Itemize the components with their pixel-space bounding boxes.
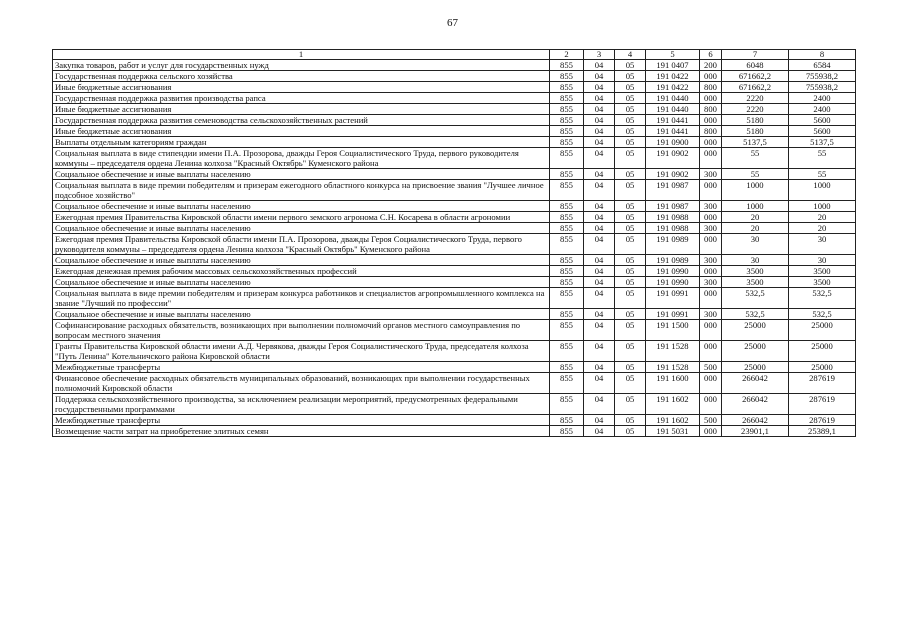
row-name: Софинансирование расходных обязательств, возникающих при выполнении полномочий органов местного самоуправления по вопросам местного значения: [53, 320, 550, 341]
table-row: [53, 394, 856, 415]
section-code: 04: [584, 362, 615, 373]
amount-year-1: 266042: [722, 373, 789, 394]
subsection-code: 05: [615, 180, 646, 201]
subsection-code: 05: [615, 71, 646, 82]
section-code: 04: [584, 255, 615, 266]
subsection-code: 05: [615, 320, 646, 341]
admin-code: 855: [550, 341, 584, 362]
amount-year-2: 755938,2: [789, 71, 856, 82]
table-row: [53, 373, 856, 394]
target-article-code: 191 0441: [646, 115, 700, 126]
section-code: 04: [584, 60, 615, 71]
amount-year-2: 25000: [789, 362, 856, 373]
row-name: Межбюджетные трансферты: [53, 362, 550, 373]
target-article-code: 191 0900: [646, 137, 700, 148]
table-row: [53, 104, 856, 115]
expense-type-code: 000: [700, 148, 722, 169]
amount-year-1: 671662,2: [722, 82, 789, 93]
table-row: [53, 234, 856, 255]
amount-year-2: 25000: [789, 341, 856, 362]
column-number: 2: [550, 50, 584, 60]
admin-code: 855: [550, 309, 584, 320]
expense-type-code: 500: [700, 415, 722, 426]
table-row: [53, 362, 856, 373]
admin-code: 855: [550, 320, 584, 341]
subsection-code: 05: [615, 212, 646, 223]
row-name: Социальная выплата в виде премии победителям и призерам ежегодного областного конкурса на присвоение звания "Лучшее личное подсобное хозяйство": [53, 180, 550, 201]
table-row: [53, 223, 856, 234]
table-row: [53, 126, 856, 137]
table-row: [53, 415, 856, 426]
target-article-code: 191 1602: [646, 415, 700, 426]
row-name: Возмещение части затрат на приобретение элитных семян: [53, 426, 550, 437]
row-name: Социальная выплата в виде стипендии имени П.А. Прозорова, дважды Героя Социалистического Труда, первого руководителя коммуны – председателя ордена Ленина колхоза "Красный Октябрь" Куменского района: [53, 148, 550, 169]
section-code: 04: [584, 394, 615, 415]
table-row: [53, 341, 856, 362]
expense-type-code: 000: [700, 341, 722, 362]
expense-type-code: 000: [700, 212, 722, 223]
admin-code: 855: [550, 266, 584, 277]
expense-type-code: 300: [700, 223, 722, 234]
amount-year-2: 5600: [789, 126, 856, 137]
expense-type-code: 000: [700, 320, 722, 341]
amount-year-2: 20: [789, 223, 856, 234]
section-code: 04: [584, 234, 615, 255]
section-code: 04: [584, 201, 615, 212]
section-code: 04: [584, 415, 615, 426]
amount-year-2: 287619: [789, 373, 856, 394]
amount-year-1: 3500: [722, 266, 789, 277]
expense-type-code: 000: [700, 266, 722, 277]
row-name: Социальное обеспечение и иные выплаты населению: [53, 169, 550, 180]
amount-year-1: 20: [722, 212, 789, 223]
target-article-code: 191 0988: [646, 223, 700, 234]
row-name: Ежегодная денежная премия рабочим массовых сельскохозяйственных профессий: [53, 266, 550, 277]
target-article-code: 191 0987: [646, 201, 700, 212]
target-article-code: 191 0440: [646, 93, 700, 104]
row-name: Социальное обеспечение и иные выплаты населению: [53, 223, 550, 234]
amount-year-1: 532,5: [722, 309, 789, 320]
table-row: [53, 71, 856, 82]
row-name: Социальное обеспечение и иные выплаты населению: [53, 201, 550, 212]
expense-type-code: 800: [700, 82, 722, 93]
admin-code: 855: [550, 415, 584, 426]
amount-year-1: 1000: [722, 201, 789, 212]
admin-code: 855: [550, 373, 584, 394]
column-number: 3: [584, 50, 615, 60]
amount-year-2: 532,5: [789, 309, 856, 320]
target-article-code: 191 1600: [646, 373, 700, 394]
table-row: [53, 180, 856, 201]
table-row: [53, 60, 856, 71]
row-name: Выплаты отдельным категориям граждан: [53, 137, 550, 148]
subsection-code: 05: [615, 266, 646, 277]
target-article-code: 191 0422: [646, 71, 700, 82]
row-name: Иные бюджетные ассигнования: [53, 104, 550, 115]
subsection-code: 05: [615, 82, 646, 93]
amount-year-2: 287619: [789, 394, 856, 415]
admin-code: 855: [550, 82, 584, 93]
section-code: 04: [584, 320, 615, 341]
expense-type-code: 000: [700, 373, 722, 394]
expense-type-code: 000: [700, 115, 722, 126]
amount-year-1: 55: [722, 169, 789, 180]
target-article-code: 191 1528: [646, 362, 700, 373]
subsection-code: 05: [615, 234, 646, 255]
admin-code: 855: [550, 115, 584, 126]
target-article-code: 191 0902: [646, 169, 700, 180]
amount-year-2: 25000: [789, 320, 856, 341]
amount-year-2: 755938,2: [789, 82, 856, 93]
amount-year-2: 25389,1: [789, 426, 856, 437]
amount-year-1: 25000: [722, 320, 789, 341]
expense-type-code: 800: [700, 126, 722, 137]
expense-type-code: 000: [700, 426, 722, 437]
admin-code: 855: [550, 362, 584, 373]
expense-type-code: 000: [700, 234, 722, 255]
row-name: Государственная поддержка сельского хозяйства: [53, 71, 550, 82]
section-code: 04: [584, 223, 615, 234]
admin-code: 855: [550, 60, 584, 71]
amount-year-1: 671662,2: [722, 71, 789, 82]
column-number: 4: [615, 50, 646, 60]
admin-code: 855: [550, 180, 584, 201]
amount-year-2: 5137,5: [789, 137, 856, 148]
amount-year-2: 6584: [789, 60, 856, 71]
target-article-code: 191 0902: [646, 148, 700, 169]
amount-year-1: 266042: [722, 415, 789, 426]
admin-code: 855: [550, 426, 584, 437]
amount-year-2: 55: [789, 169, 856, 180]
column-number: 5: [646, 50, 700, 60]
target-article-code: 191 0990: [646, 266, 700, 277]
admin-code: 855: [550, 212, 584, 223]
amount-year-1: 266042: [722, 394, 789, 415]
table-row: [53, 169, 856, 180]
admin-code: 855: [550, 277, 584, 288]
section-code: 04: [584, 426, 615, 437]
expense-type-code: 000: [700, 180, 722, 201]
target-article-code: 191 0422: [646, 82, 700, 93]
subsection-code: 05: [615, 93, 646, 104]
amount-year-1: 30: [722, 255, 789, 266]
table-row: [53, 115, 856, 126]
row-name: Иные бюджетные ассигнования: [53, 126, 550, 137]
table-row: [53, 93, 856, 104]
table-row: [53, 82, 856, 93]
amount-year-2: 5600: [789, 115, 856, 126]
table-row: [53, 309, 856, 320]
amount-year-1: 5180: [722, 126, 789, 137]
expense-type-code: 300: [700, 277, 722, 288]
section-code: 04: [584, 104, 615, 115]
expense-type-code: 300: [700, 169, 722, 180]
target-article-code: 191 0990: [646, 277, 700, 288]
amount-year-1: 5180: [722, 115, 789, 126]
amount-year-2: 532,5: [789, 288, 856, 309]
amount-year-2: 1000: [789, 180, 856, 201]
row-name: Ежегодная премия Правительства Кировской области имени первого земского агронома С.Н. Косарева в области агрономии: [53, 212, 550, 223]
admin-code: 855: [550, 223, 584, 234]
section-code: 04: [584, 277, 615, 288]
target-article-code: 191 5031: [646, 426, 700, 437]
subsection-code: 05: [615, 201, 646, 212]
budget-table: [52, 49, 856, 437]
target-article-code: 191 0989: [646, 255, 700, 266]
expense-type-code: 300: [700, 255, 722, 266]
subsection-code: 05: [615, 126, 646, 137]
section-code: 04: [584, 137, 615, 148]
row-name: Поддержка сельскохозяйственного производства, за исключением реализации мероприятий, предусмотренных федеральными государственными программами: [53, 394, 550, 415]
amount-year-1: 2220: [722, 93, 789, 104]
amount-year-1: 25000: [722, 362, 789, 373]
table-row: [53, 148, 856, 169]
amount-year-1: 6048: [722, 60, 789, 71]
admin-code: 855: [550, 255, 584, 266]
section-code: 04: [584, 115, 615, 126]
amount-year-2: 30: [789, 234, 856, 255]
section-code: 04: [584, 82, 615, 93]
table-row: [53, 201, 856, 212]
column-number: 7: [722, 50, 789, 60]
admin-code: 855: [550, 234, 584, 255]
amount-year-2: 287619: [789, 415, 856, 426]
row-name: Закупка товаров, работ и услуг для государственных нужд: [53, 60, 550, 71]
amount-year-2: 2400: [789, 104, 856, 115]
amount-year-1: 532,5: [722, 288, 789, 309]
subsection-code: 05: [615, 60, 646, 71]
subsection-code: 05: [615, 277, 646, 288]
admin-code: 855: [550, 148, 584, 169]
amount-year-2: 55: [789, 148, 856, 169]
subsection-code: 05: [615, 223, 646, 234]
table-row: [53, 266, 856, 277]
target-article-code: 191 0991: [646, 309, 700, 320]
amount-year-1: 2220: [722, 104, 789, 115]
target-article-code: 191 0988: [646, 212, 700, 223]
target-article-code: 191 1602: [646, 394, 700, 415]
table-row: [53, 137, 856, 148]
expense-type-code: 000: [700, 137, 722, 148]
expense-type-code: 200: [700, 60, 722, 71]
table-row: [53, 320, 856, 341]
subsection-code: 05: [615, 426, 646, 437]
expense-type-code: 500: [700, 362, 722, 373]
row-name: Ежегодная премия Правительства Кировской области имени П.А. Прозорова, дважды Героя Социалистического Труда, первого руководителя коммуны – председателя ордена Ленина колхоза "Красный Октябрь" Куменского района: [53, 234, 550, 255]
target-article-code: 191 0987: [646, 180, 700, 201]
section-code: 04: [584, 93, 615, 104]
admin-code: 855: [550, 93, 584, 104]
amount-year-2: 3500: [789, 266, 856, 277]
amount-year-1: 25000: [722, 341, 789, 362]
subsection-code: 05: [615, 255, 646, 266]
subsection-code: 05: [615, 309, 646, 320]
row-name: Социальное обеспечение и иные выплаты населению: [53, 277, 550, 288]
amount-year-1: 5137,5: [722, 137, 789, 148]
section-code: 04: [584, 126, 615, 137]
expense-type-code: 000: [700, 71, 722, 82]
section-code: 04: [584, 212, 615, 223]
amount-year-1: 55: [722, 148, 789, 169]
row-name: Социальное обеспечение и иные выплаты населению: [53, 255, 550, 266]
section-code: 04: [584, 373, 615, 394]
table-row: [53, 288, 856, 309]
target-article-code: 191 0440: [646, 104, 700, 115]
section-code: 04: [584, 169, 615, 180]
row-name: Гранты Правительства Кировской области имени А.Д. Червякова, дважды Героя Социалистического Труда, председателя колхоза "Путь Ленина" Котельничского района Кировской области: [53, 341, 550, 362]
table-row: [53, 426, 856, 437]
section-code: 04: [584, 288, 615, 309]
subsection-code: 05: [615, 373, 646, 394]
amount-year-1: 20: [722, 223, 789, 234]
admin-code: 855: [550, 71, 584, 82]
subsection-code: 05: [615, 341, 646, 362]
target-article-code: 191 0441: [646, 126, 700, 137]
target-article-code: 191 1500: [646, 320, 700, 341]
subsection-code: 05: [615, 288, 646, 309]
table-row: [53, 277, 856, 288]
amount-year-1: 1000: [722, 180, 789, 201]
expense-type-code: 000: [700, 394, 722, 415]
amount-year-1: 30: [722, 234, 789, 255]
amount-year-2: 20: [789, 212, 856, 223]
column-number: 8: [789, 50, 856, 60]
subsection-code: 05: [615, 115, 646, 126]
row-name: Иные бюджетные ассигнования: [53, 82, 550, 93]
subsection-code: 05: [615, 415, 646, 426]
amount-year-2: 30: [789, 255, 856, 266]
section-code: 04: [584, 71, 615, 82]
section-code: 04: [584, 266, 615, 277]
expense-type-code: 300: [700, 309, 722, 320]
section-code: 04: [584, 180, 615, 201]
expense-type-code: 000: [700, 93, 722, 104]
expense-type-code: 800: [700, 104, 722, 115]
target-article-code: 191 0407: [646, 60, 700, 71]
subsection-code: 05: [615, 362, 646, 373]
admin-code: 855: [550, 288, 584, 309]
admin-code: 855: [550, 126, 584, 137]
subsection-code: 05: [615, 104, 646, 115]
table-row: [53, 212, 856, 223]
expense-type-code: 300: [700, 201, 722, 212]
amount-year-2: 1000: [789, 201, 856, 212]
row-name: Социальная выплата в виде премии победителям и призерам конкурса работников и специалистов агропромышленного комплекса на звание "Лучший по профессии": [53, 288, 550, 309]
amount-year-1: 3500: [722, 277, 789, 288]
row-name: Социальное обеспечение и иные выплаты населению: [53, 309, 550, 320]
admin-code: 855: [550, 169, 584, 180]
subsection-code: 05: [615, 394, 646, 415]
target-article-code: 191 1528: [646, 341, 700, 362]
subsection-code: 05: [615, 137, 646, 148]
table-row: [53, 255, 856, 266]
section-code: 04: [584, 341, 615, 362]
column-number: 6: [700, 50, 722, 60]
expense-type-code: 000: [700, 288, 722, 309]
column-number-row: [53, 50, 856, 60]
amount-year-2: 2400: [789, 93, 856, 104]
target-article-code: 191 0991: [646, 288, 700, 309]
amount-year-2: 3500: [789, 277, 856, 288]
row-name: Финансовое обеспечение расходных обязательств муниципальных образований, возникающих при выполнении государственных полномочий Кировской области: [53, 373, 550, 394]
target-article-code: 191 0989: [646, 234, 700, 255]
row-name: Государственная поддержка развития семеноводства сельскохозяйственных растений: [53, 115, 550, 126]
column-number: 1: [53, 50, 550, 60]
amount-year-1: 23901,1: [722, 426, 789, 437]
section-code: 04: [584, 148, 615, 169]
row-name: Государственная поддержка развития производства рапса: [53, 93, 550, 104]
admin-code: 855: [550, 201, 584, 212]
admin-code: 855: [550, 394, 584, 415]
page-number: 67: [447, 17, 458, 29]
admin-code: 855: [550, 137, 584, 148]
section-code: 04: [584, 309, 615, 320]
subsection-code: 05: [615, 148, 646, 169]
row-name: Межбюджетные трансферты: [53, 415, 550, 426]
admin-code: 855: [550, 104, 584, 115]
subsection-code: 05: [615, 169, 646, 180]
